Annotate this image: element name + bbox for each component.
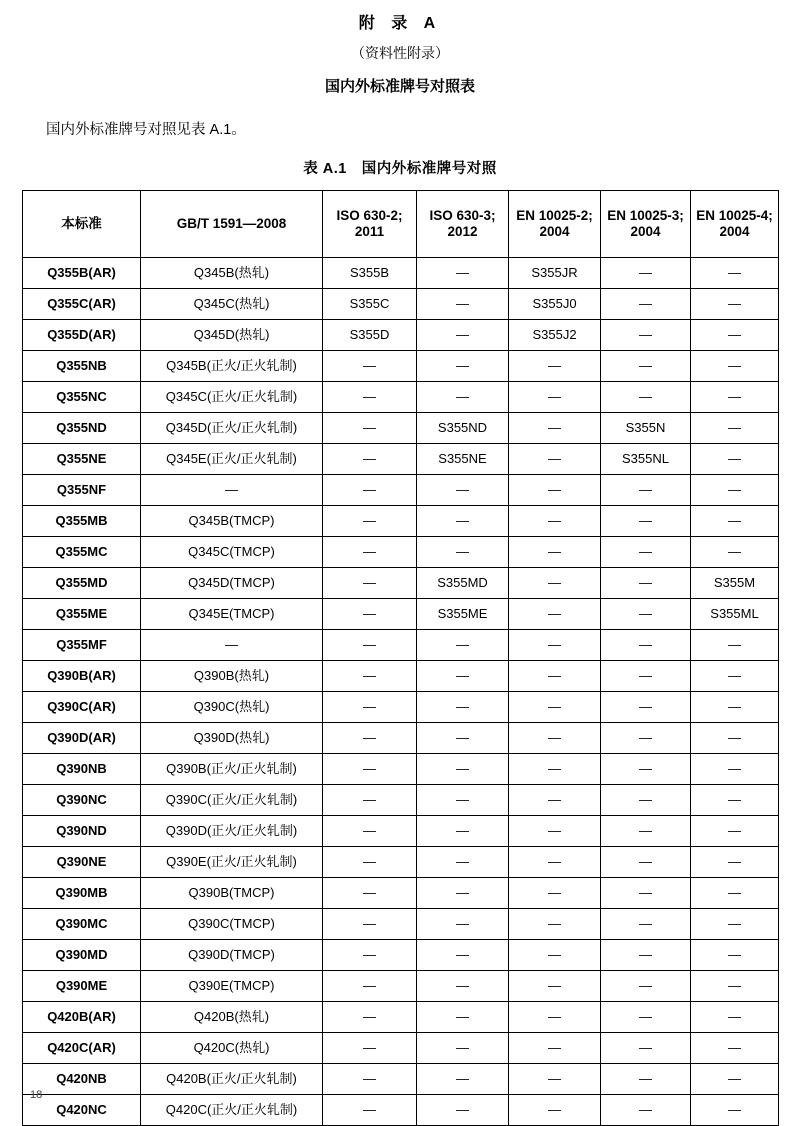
- cell-grade: Q420C(AR): [23, 1033, 141, 1064]
- cell-standard-value: —: [691, 320, 779, 351]
- standard-comparison-table: [22, 190, 779, 1126]
- cell-standard-value: —: [509, 599, 601, 630]
- cell-standard-value: —: [417, 258, 509, 289]
- column-header-1: GB/T 1591—2008: [141, 191, 323, 258]
- cell-gbt1591: Q390B(TMCP): [141, 878, 323, 909]
- cell-standard-value: —: [509, 692, 601, 723]
- cell-standard-value: —: [323, 971, 417, 1002]
- table-body: [23, 258, 779, 1126]
- cell-standard-value: —: [691, 1095, 779, 1126]
- cell-standard-value: —: [509, 940, 601, 971]
- cell-standard-value: S355NL: [601, 444, 691, 475]
- cell-standard-value: —: [323, 816, 417, 847]
- cell-grade: Q390ND: [23, 816, 141, 847]
- table-row: [23, 413, 779, 444]
- cell-standard-value: —: [509, 444, 601, 475]
- table-row: [23, 785, 779, 816]
- cell-standard-value: —: [601, 816, 691, 847]
- cell-standard-value: —: [417, 940, 509, 971]
- cell-grade: Q355MC: [23, 537, 141, 568]
- cell-standard-value: —: [323, 754, 417, 785]
- cell-standard-value: —: [323, 940, 417, 971]
- cell-standard-value: —: [417, 1095, 509, 1126]
- column-header-2: ISO 630-2; 2011: [323, 191, 417, 258]
- table-row: [23, 1064, 779, 1095]
- cell-gbt1591: Q345D(热轧): [141, 320, 323, 351]
- intro-paragraph: 国内外标准牌号对照见表 A.1。: [46, 122, 246, 138]
- cell-gbt1591: Q390E(正火/正火轧制): [141, 847, 323, 878]
- column-header-5: EN 10025-3; 2004: [601, 191, 691, 258]
- cell-grade: Q355NF: [23, 475, 141, 506]
- cell-gbt1591: Q390D(TMCP): [141, 940, 323, 971]
- cell-standard-value: S355J2: [509, 320, 601, 351]
- table-row: [23, 599, 779, 630]
- cell-standard-value: —: [601, 754, 691, 785]
- cell-standard-value: S355C: [323, 289, 417, 320]
- table-row: [23, 382, 779, 413]
- cell-standard-value: —: [509, 568, 601, 599]
- cell-standard-value: —: [601, 785, 691, 816]
- cell-standard-value: —: [691, 1064, 779, 1095]
- cell-standard-value: —: [601, 537, 691, 568]
- column-header-6: EN 10025-4; 2004: [691, 191, 779, 258]
- cell-standard-value: —: [417, 754, 509, 785]
- cell-grade: Q390ME: [23, 971, 141, 1002]
- table-row: [23, 537, 779, 568]
- table-row: [23, 258, 779, 289]
- cell-standard-value: —: [417, 475, 509, 506]
- cell-standard-value: —: [601, 1064, 691, 1095]
- cell-standard-value: —: [323, 568, 417, 599]
- cell-standard-value: —: [691, 692, 779, 723]
- table-row: [23, 661, 779, 692]
- cell-standard-value: —: [417, 351, 509, 382]
- cell-standard-value: —: [691, 723, 779, 754]
- cell-grade: Q390MB: [23, 878, 141, 909]
- cell-standard-value: —: [323, 1095, 417, 1126]
- appendix-title: 附 录 A: [358, 15, 442, 32]
- table-row: [23, 506, 779, 537]
- cell-grade: Q420NB: [23, 1064, 141, 1095]
- cell-standard-value: S355J0: [509, 289, 601, 320]
- cell-standard-value: —: [601, 568, 691, 599]
- cell-grade: Q355MD: [23, 568, 141, 599]
- cell-standard-value: —: [601, 258, 691, 289]
- cell-standard-value: —: [691, 878, 779, 909]
- cell-standard-value: S355ND: [417, 413, 509, 444]
- cell-standard-value: —: [509, 1064, 601, 1095]
- cell-standard-value: S355ME: [417, 599, 509, 630]
- cell-gbt1591: Q345C(TMCP): [141, 537, 323, 568]
- cell-grade: Q390NB: [23, 754, 141, 785]
- table-row: [23, 971, 779, 1002]
- cell-standard-value: —: [323, 413, 417, 444]
- cell-grade: Q390NE: [23, 847, 141, 878]
- cell-standard-value: S355N: [601, 413, 691, 444]
- cell-gbt1591: Q420C(正火/正火轧制): [141, 1095, 323, 1126]
- table-row: [23, 940, 779, 971]
- cell-standard-value: —: [691, 258, 779, 289]
- cell-standard-value: —: [601, 506, 691, 537]
- cell-standard-value: —: [323, 723, 417, 754]
- cell-standard-value: —: [691, 1002, 779, 1033]
- column-header-0: 本标准: [23, 191, 141, 258]
- cell-standard-value: —: [691, 754, 779, 785]
- cell-standard-value: —: [509, 1033, 601, 1064]
- cell-standard-value: —: [323, 878, 417, 909]
- cell-standard-value: —: [323, 382, 417, 413]
- cell-standard-value: —: [691, 909, 779, 940]
- cell-standard-value: —: [601, 661, 691, 692]
- cell-grade: Q355B(AR): [23, 258, 141, 289]
- cell-standard-value: S355D: [323, 320, 417, 351]
- cell-grade: Q390MD: [23, 940, 141, 971]
- cell-grade: Q355ME: [23, 599, 141, 630]
- cell-standard-value: —: [323, 475, 417, 506]
- cell-standard-value: —: [601, 723, 691, 754]
- cell-standard-value: —: [417, 1064, 509, 1095]
- table-row: [23, 475, 779, 506]
- table-row: [23, 351, 779, 382]
- cell-grade: Q355NE: [23, 444, 141, 475]
- cell-gbt1591: Q345B(热轧): [141, 258, 323, 289]
- cell-standard-value: —: [509, 630, 601, 661]
- column-header-4: EN 10025-2; 2004: [509, 191, 601, 258]
- cell-grade: Q355C(AR): [23, 289, 141, 320]
- document-page: [0, 10, 800, 1117]
- page-number: 18: [30, 1089, 43, 1101]
- cell-standard-value: —: [323, 1002, 417, 1033]
- cell-standard-value: —: [323, 444, 417, 475]
- cell-standard-value: —: [509, 506, 601, 537]
- cell-standard-value: —: [323, 599, 417, 630]
- cell-standard-value: —: [509, 847, 601, 878]
- cell-standard-value: —: [601, 847, 691, 878]
- cell-standard-value: —: [417, 1002, 509, 1033]
- cell-standard-value: —: [417, 878, 509, 909]
- table-row: [23, 692, 779, 723]
- cell-gbt1591: Q345E(正火/正火轧制): [141, 444, 323, 475]
- cell-standard-value: —: [509, 754, 601, 785]
- cell-gbt1591: Q390E(TMCP): [141, 971, 323, 1002]
- cell-grade: Q420NC: [23, 1095, 141, 1126]
- cell-standard-value: —: [323, 785, 417, 816]
- table-row: [23, 320, 779, 351]
- cell-standard-value: —: [509, 413, 601, 444]
- cell-standard-value: —: [509, 816, 601, 847]
- cell-gbt1591: Q345D(正火/正火轧制): [141, 413, 323, 444]
- cell-standard-value: —: [691, 413, 779, 444]
- table-row: [23, 630, 779, 661]
- cell-gbt1591: Q345E(TMCP): [141, 599, 323, 630]
- cell-standard-value: —: [509, 1002, 601, 1033]
- cell-gbt1591: Q345B(正火/正火轧制): [141, 351, 323, 382]
- cell-standard-value: —: [509, 382, 601, 413]
- cell-standard-value: S355JR: [509, 258, 601, 289]
- cell-standard-value: —: [417, 382, 509, 413]
- table-caption: 表 A.1 国内外标准牌号对照: [303, 161, 497, 177]
- cell-gbt1591: Q390C(正火/正火轧制): [141, 785, 323, 816]
- cell-standard-value: —: [691, 847, 779, 878]
- cell-standard-value: —: [323, 1064, 417, 1095]
- cell-standard-value: —: [601, 878, 691, 909]
- table-row: [23, 1095, 779, 1126]
- cell-standard-value: —: [601, 971, 691, 1002]
- cell-standard-value: —: [691, 289, 779, 320]
- cell-grade: Q390NC: [23, 785, 141, 816]
- appendix-name: 国内外标准牌号对照表: [324, 78, 475, 95]
- cell-standard-value: —: [601, 692, 691, 723]
- cell-standard-value: —: [323, 692, 417, 723]
- cell-gbt1591: Q420B(正火/正火轧制): [141, 1064, 323, 1095]
- cell-standard-value: —: [601, 351, 691, 382]
- cell-standard-value: S355NE: [417, 444, 509, 475]
- cell-standard-value: —: [509, 785, 601, 816]
- cell-standard-value: —: [323, 661, 417, 692]
- cell-standard-value: —: [417, 1033, 509, 1064]
- cell-standard-value: —: [323, 1033, 417, 1064]
- appendix-subtitle: （资料性附录）: [351, 45, 449, 61]
- cell-standard-value: —: [417, 692, 509, 723]
- cell-standard-value: —: [601, 940, 691, 971]
- cell-gbt1591: Q390B(正火/正火轧制): [141, 754, 323, 785]
- cell-standard-value: —: [323, 506, 417, 537]
- cell-grade: Q355MF: [23, 630, 141, 661]
- cell-gbt1591: Q420C(热轧): [141, 1033, 323, 1064]
- cell-standard-value: —: [691, 940, 779, 971]
- cell-standard-value: —: [601, 630, 691, 661]
- cell-standard-value: S355M: [691, 568, 779, 599]
- cell-grade: Q355ND: [23, 413, 141, 444]
- cell-standard-value: —: [417, 847, 509, 878]
- cell-standard-value: —: [509, 537, 601, 568]
- cell-standard-value: —: [417, 909, 509, 940]
- cell-standard-value: —: [417, 506, 509, 537]
- cell-standard-value: —: [691, 382, 779, 413]
- cell-standard-value: S355MD: [417, 568, 509, 599]
- cell-grade: Q390B(AR): [23, 661, 141, 692]
- cell-standard-value: —: [691, 785, 779, 816]
- cell-standard-value: —: [509, 661, 601, 692]
- cell-grade: Q355MB: [23, 506, 141, 537]
- cell-standard-value: —: [691, 444, 779, 475]
- cell-standard-value: —: [509, 909, 601, 940]
- cell-standard-value: S355B: [323, 258, 417, 289]
- cell-standard-value: —: [691, 351, 779, 382]
- cell-standard-value: —: [417, 537, 509, 568]
- cell-gbt1591: Q345C(热轧): [141, 289, 323, 320]
- cell-standard-value: —: [323, 909, 417, 940]
- cell-gbt1591: —: [141, 630, 323, 661]
- cell-standard-value: S355ML: [691, 599, 779, 630]
- cell-standard-value: —: [417, 785, 509, 816]
- table-row: [23, 444, 779, 475]
- table-row: [23, 847, 779, 878]
- cell-standard-value: —: [417, 971, 509, 1002]
- column-header-3: ISO 630-3; 2012: [417, 191, 509, 258]
- cell-standard-value: —: [509, 351, 601, 382]
- cell-standard-value: —: [417, 661, 509, 692]
- table-row: [23, 909, 779, 940]
- table-header-row: [23, 191, 779, 258]
- table-row: [23, 568, 779, 599]
- table-row: [23, 1033, 779, 1064]
- cell-standard-value: —: [601, 909, 691, 940]
- cell-gbt1591: Q390D(热轧): [141, 723, 323, 754]
- cell-standard-value: —: [323, 847, 417, 878]
- cell-standard-value: —: [323, 351, 417, 382]
- cell-standard-value: —: [509, 971, 601, 1002]
- cell-standard-value: —: [691, 506, 779, 537]
- cell-gbt1591: Q345D(TMCP): [141, 568, 323, 599]
- cell-standard-value: —: [691, 661, 779, 692]
- cell-standard-value: —: [601, 320, 691, 351]
- cell-standard-value: —: [417, 723, 509, 754]
- table-row: [23, 289, 779, 320]
- cell-standard-value: —: [601, 382, 691, 413]
- cell-grade: Q390D(AR): [23, 723, 141, 754]
- cell-standard-value: —: [691, 630, 779, 661]
- cell-standard-value: —: [601, 599, 691, 630]
- cell-gbt1591: Q390D(正火/正火轧制): [141, 816, 323, 847]
- table-row: [23, 816, 779, 847]
- cell-standard-value: —: [509, 878, 601, 909]
- cell-standard-value: —: [691, 537, 779, 568]
- cell-gbt1591: Q345C(正火/正火轧制): [141, 382, 323, 413]
- cell-standard-value: —: [509, 723, 601, 754]
- cell-grade: Q390MC: [23, 909, 141, 940]
- cell-standard-value: —: [417, 816, 509, 847]
- cell-gbt1591: Q420B(热轧): [141, 1002, 323, 1033]
- table-row: [23, 878, 779, 909]
- cell-standard-value: —: [601, 475, 691, 506]
- cell-gbt1591: Q390C(热轧): [141, 692, 323, 723]
- cell-standard-value: —: [417, 630, 509, 661]
- cell-grade: Q390C(AR): [23, 692, 141, 723]
- table-row: [23, 754, 779, 785]
- cell-standard-value: —: [417, 289, 509, 320]
- cell-gbt1591: —: [141, 475, 323, 506]
- cell-grade: Q355NC: [23, 382, 141, 413]
- cell-gbt1591: Q390C(TMCP): [141, 909, 323, 940]
- cell-grade: Q420B(AR): [23, 1002, 141, 1033]
- cell-standard-value: —: [601, 289, 691, 320]
- cell-standard-value: —: [691, 816, 779, 847]
- cell-standard-value: —: [323, 537, 417, 568]
- cell-gbt1591: Q390B(热轧): [141, 661, 323, 692]
- cell-grade: Q355D(AR): [23, 320, 141, 351]
- table-row: [23, 723, 779, 754]
- cell-standard-value: —: [509, 475, 601, 506]
- cell-standard-value: —: [691, 1033, 779, 1064]
- table-row: [23, 1002, 779, 1033]
- cell-standard-value: —: [691, 971, 779, 1002]
- cell-standard-value: —: [509, 1095, 601, 1126]
- cell-grade: Q355NB: [23, 351, 141, 382]
- cell-standard-value: —: [601, 1002, 691, 1033]
- cell-standard-value: —: [417, 320, 509, 351]
- cell-standard-value: —: [323, 630, 417, 661]
- cell-standard-value: —: [691, 475, 779, 506]
- cell-gbt1591: Q345B(TMCP): [141, 506, 323, 537]
- cell-standard-value: —: [601, 1033, 691, 1064]
- cell-standard-value: —: [601, 1095, 691, 1126]
